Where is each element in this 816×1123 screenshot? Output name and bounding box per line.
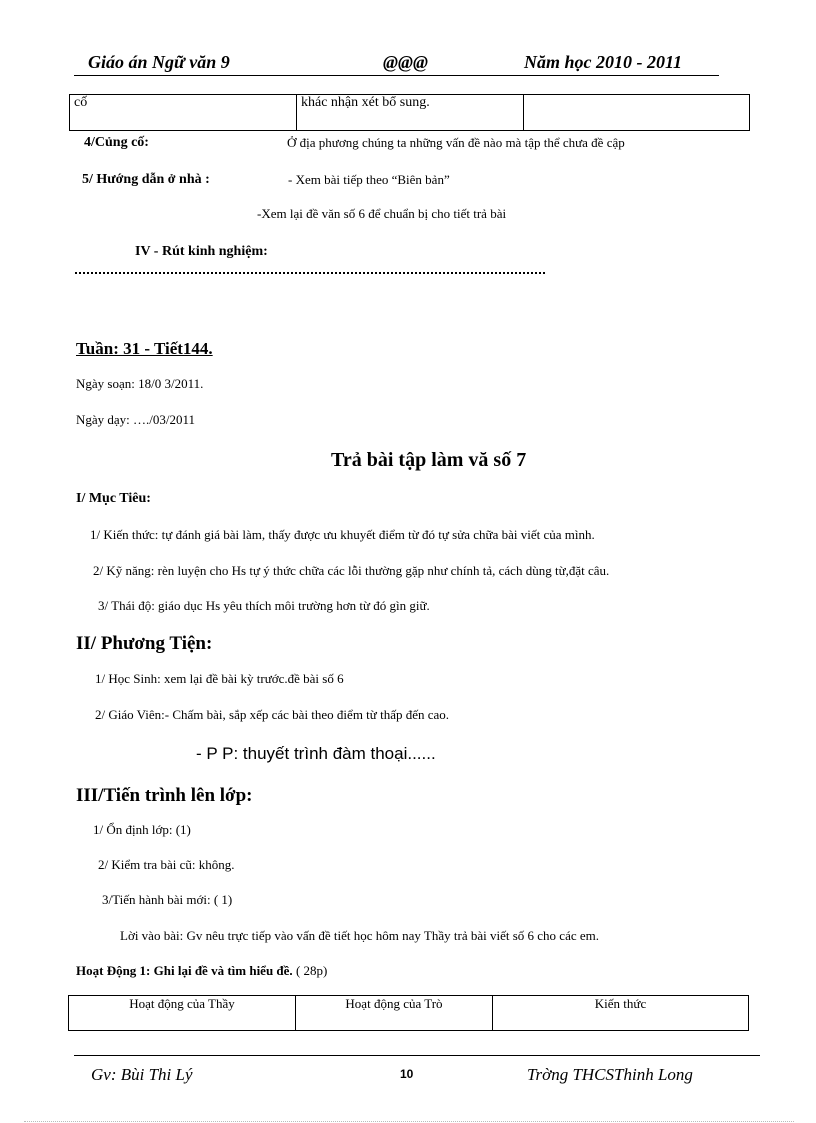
footer-teacher: Gv: Bùi Thi Lý (91, 1065, 193, 1084)
loi-vao-bai: Lời vào bài: Gv nêu trực tiếp vào vấn đề tiết học hôm nay Thầy trả bài viết số 6 cho các em. (120, 928, 600, 943)
activity-table (68, 995, 749, 1031)
phuong-phap: - P P: thuyết trình đàm thoại...... (196, 744, 436, 763)
muc-tieu-heading: I/ Mục Tiêu: (76, 491, 151, 506)
ky-nang: 2/ Kỹ năng: rèn luyện cho Hs tự ý thức chữa các lỗi thường gặp như chính tả, cách dùng từ,đặt câu. (93, 563, 610, 578)
huong-dan-text-2: -Xem lại đề văn số 6 để chuẩn bị cho tiết trả bài (257, 206, 507, 221)
hoat-dong-1-time: ( 28p) (292, 963, 328, 978)
hoat-dong-1-title: Hoạt Động 1: Ghi lại đề và tìm hiểu đề. (76, 963, 293, 978)
kien-thuc: 1/ Kiến thức: tự đánh giá bài làm, thấy được ưu khuyết điểm từ đó tự sửa chữa bài viết của mình. (90, 527, 595, 542)
table-row (69, 996, 749, 1031)
huong-dan-label: 5/ Hướng dẫn ở nhà : (82, 172, 210, 187)
footer-rule (74, 1055, 760, 1056)
tien-hanh-bai-moi: 3/Tiến hành bài mới: ( 1) (102, 892, 233, 907)
header-left: Giáo án Ngữ văn 9 (88, 52, 230, 72)
huong-dan-text-1: - Xem bài tiếp theo “Biên bản” (288, 172, 450, 187)
header-center: @@@ (383, 52, 428, 72)
header-right: Năm học 2010 - 2011 (524, 52, 683, 72)
table-header-kien-thuc: Kiến thức (493, 996, 749, 1031)
hoat-dong-1 (76, 963, 327, 979)
kiem-tra-bai-cu: 2/ Kiểm tra bài cũ: không. (98, 857, 235, 872)
cung-co-text: Ở địa phương chúng ta những vấn đề nào mà tập thể chưa đề cập (287, 135, 625, 150)
header-rule (74, 75, 719, 76)
tuan-tiet: Tuần: 31 - Tiết144. (76, 339, 213, 358)
table-cell: khác nhận xét bổ sung. (297, 95, 524, 131)
ngay-day: Ngày dạy: …./03/2011 (76, 412, 196, 427)
page-number: 10 (400, 1067, 414, 1081)
hoc-sinh: 1/ Học Sinh: xem lại đề bài kỳ trước.đề bài số 6 (95, 671, 344, 686)
giao-vien: 2/ Giáo Viên:- Chấm bài, sắp xếp các bài theo điểm từ thấp đến cao. (95, 707, 450, 722)
on-dinh-lop: 1/ Ổn định lớp: (1) (93, 822, 191, 837)
table-cell: cố (70, 95, 297, 131)
rut-kinh-nghiem: IV - Rút kinh nghiệm: (135, 244, 268, 259)
page-edge (24, 1121, 794, 1122)
table-cell (524, 95, 750, 131)
cung-co-label: 4/Củng cố: (84, 135, 149, 150)
phuong-tien-heading: II/ Phương Tiện: (76, 633, 213, 654)
table-header-thay: Hoạt động của Thầy (69, 996, 296, 1031)
dotted-line (75, 272, 545, 277)
table-row (70, 95, 750, 131)
thai-do: 3/ Thái độ: giáo dục Hs yêu thích môi trường hơn từ đó gìn giữ. (98, 598, 430, 613)
ngay-soan: Ngày soạn: 18/0 3/2011. (76, 376, 204, 391)
tien-trinh-heading: III/Tiến trình lên lớp: (76, 785, 253, 806)
table-header-tro: Hoạt động của Trò (296, 996, 493, 1031)
footer-school: Trờng THCSThinh Long (527, 1065, 693, 1084)
top-table (69, 94, 750, 131)
lesson-title: Trả bài tập làm vă số 7 (331, 449, 527, 471)
